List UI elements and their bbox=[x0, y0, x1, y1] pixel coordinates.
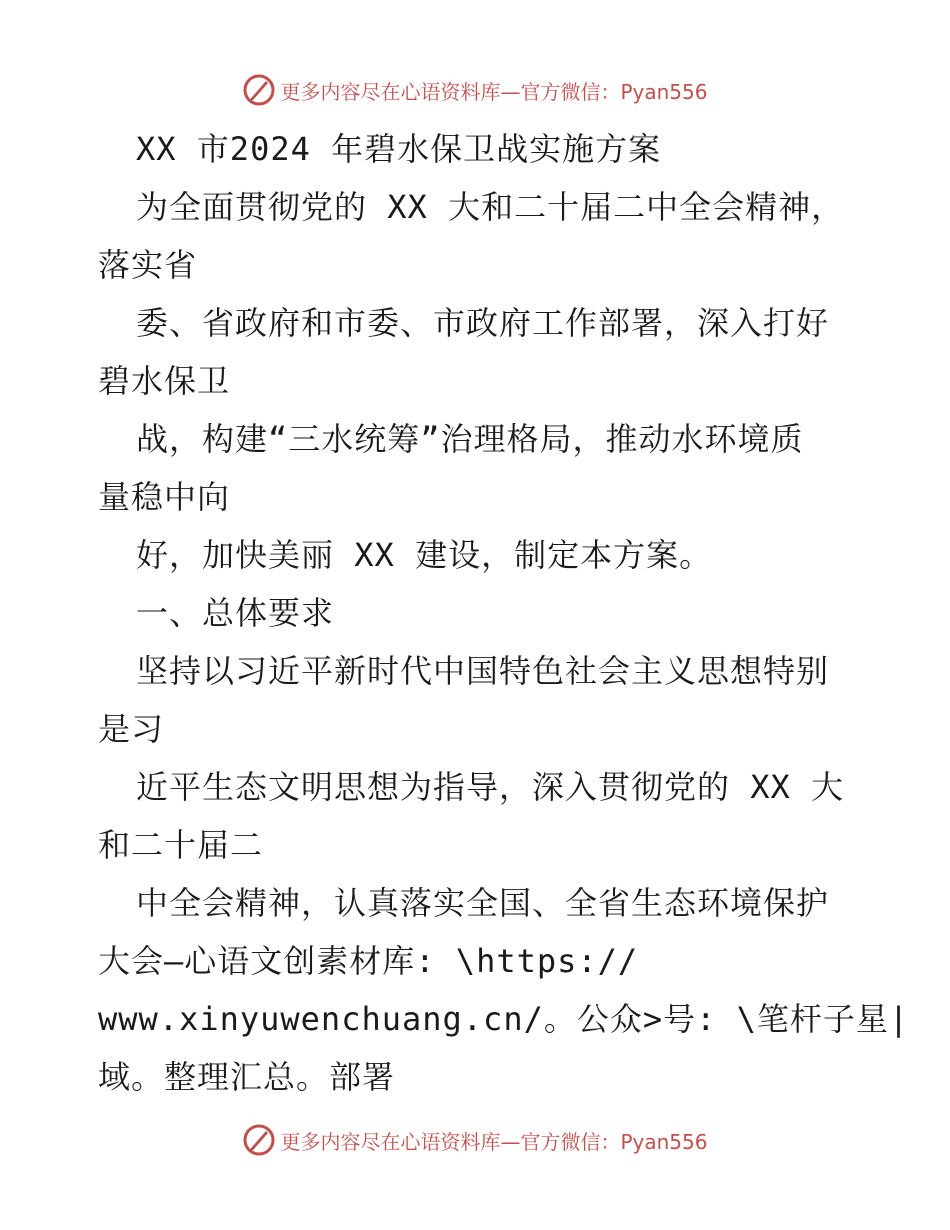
text-line: 为全面贯彻党的 XX 大和二十届二中全会精神， bbox=[136, 188, 845, 226]
text-line: 碧水保卫 bbox=[98, 362, 231, 400]
quill-seal-icon bbox=[242, 73, 276, 107]
text-line: www.xinyuwenchuang.cn/。公众>号: \笔杆子星| bbox=[98, 1000, 910, 1038]
header-watermark bbox=[0, 70, 950, 110]
text-line: 战，构建“三水统筹”治理格局，推动水环境质 bbox=[136, 420, 804, 458]
document-body bbox=[98, 120, 910, 1106]
watermark-separator: — bbox=[500, 79, 521, 104]
watermark-suffix: 官方微信：Pyan556 bbox=[520, 79, 708, 104]
watermark-text bbox=[280, 76, 707, 105]
text-line: 大会—心语文创素材库: \https:// bbox=[98, 942, 639, 980]
text-line: 是习 bbox=[98, 710, 165, 748]
watermark-brand: 更多内容尽在心语资料库 bbox=[280, 79, 501, 104]
text-line: 落实省 bbox=[98, 246, 198, 284]
text-line: 量稳中向 bbox=[98, 478, 231, 516]
quill-seal-icon bbox=[242, 1123, 276, 1157]
watermark-separator: — bbox=[500, 1129, 521, 1154]
watermark-text bbox=[280, 1126, 707, 1155]
section-heading: 一、总体要求 bbox=[136, 594, 335, 632]
text-line: 近平生态文明思想为指导，深入贯彻党的 XX 大 bbox=[136, 768, 845, 806]
text-line: 好，加快美丽 XX 建设，制定本方案。 bbox=[136, 536, 713, 574]
watermark-suffix: 官方微信：Pyan556 bbox=[520, 1129, 708, 1154]
text-line: 域。整理汇总。部署 bbox=[98, 1058, 396, 1096]
footer-watermark bbox=[0, 1120, 950, 1160]
text-line: 和二十届二 bbox=[98, 826, 264, 864]
text-line: 委、省政府和市委、市政府工作部署，深入打好 bbox=[136, 304, 830, 342]
document-title: XX 市2024 年碧水保卫战实施方案 bbox=[136, 130, 662, 168]
text-line: 坚持以习近平新时代中国特色社会主义思想特别 bbox=[136, 652, 830, 690]
watermark-brand: 更多内容尽在心语资料库 bbox=[280, 1129, 501, 1154]
text-line: 中全会精神，认真落实全国、全省生态环境保护 bbox=[136, 884, 830, 922]
